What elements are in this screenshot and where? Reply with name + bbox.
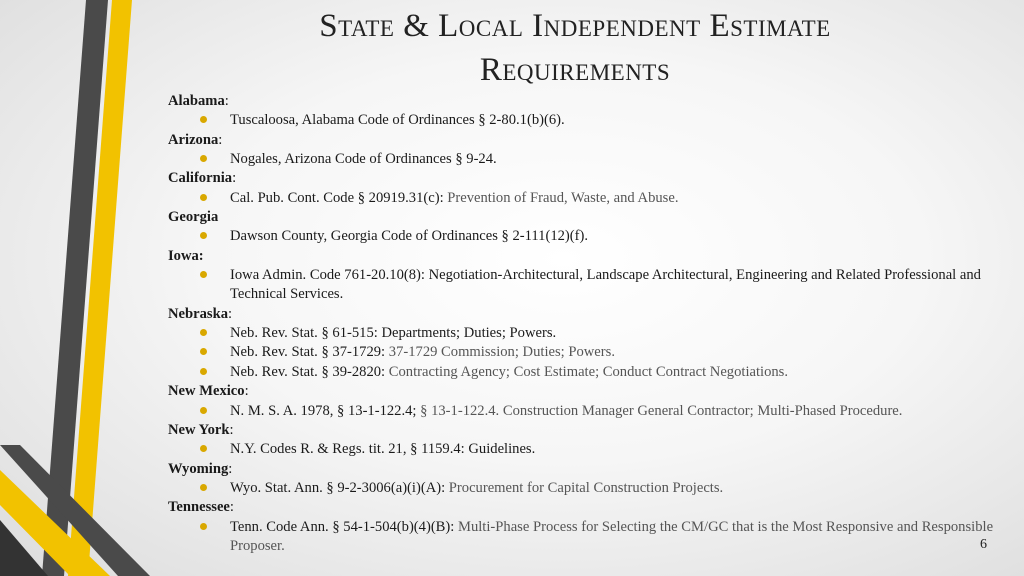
state-heading <box>168 421 998 440</box>
citation-text: Neb. Rev. Stat. § 61-515: Departments; Duties; Powers. <box>230 325 557 342</box>
citation-description: 37-1729 Commission; Duties; Powers. <box>388 344 615 361</box>
bullet-icon <box>200 232 207 239</box>
state-heading <box>168 169 998 188</box>
state-name: Arizona <box>168 131 219 148</box>
bullet-icon <box>200 271 207 278</box>
state-heading <box>168 247 998 266</box>
citation-item <box>168 440 998 459</box>
title-line-1: State & Local Independent Estimate <box>319 8 831 44</box>
state-name: Nebraska <box>168 305 228 322</box>
state-name: California <box>168 170 233 187</box>
citation-description: Prevention of Fraud, Waste, and Abuse. <box>447 189 679 206</box>
citation-item <box>168 111 998 130</box>
page-number: 6 <box>980 537 987 552</box>
citation-text: Dawson County, Georgia Code of Ordinances § 2-111(12)(f). <box>230 228 589 245</box>
bullet-icon <box>200 348 207 355</box>
state-suffix: : <box>229 421 234 438</box>
citation-description: Multi-Phase Process for Selecting the CM/GC that is the Most Responsive and Responsible Proposer. <box>230 518 994 554</box>
state-heading <box>168 460 998 479</box>
requirements-list <box>168 92 998 556</box>
bullet-icon <box>200 116 207 123</box>
state-heading <box>168 92 998 111</box>
state-name: Alabama <box>168 93 225 109</box>
citation-text: Neb. Rev. Stat. § 39-2820: <box>230 363 389 380</box>
state-heading <box>168 131 998 150</box>
state-heading <box>168 498 998 517</box>
bullet-icon <box>200 194 207 201</box>
state-name: Wyoming <box>168 460 229 477</box>
state-suffix: : <box>224 93 229 109</box>
citation-item <box>168 227 998 246</box>
citation-item <box>168 266 998 305</box>
citation-description: Procurement for Capital Construction Projects. <box>448 479 724 496</box>
bullet-icon <box>200 523 207 530</box>
bullet-icon <box>200 445 207 452</box>
citation-text: Tenn. Code Ann. § 54-1-504(b)(4)(B): <box>230 518 458 535</box>
citation-text: Tuscaloosa, Alabama Code of Ordinances § 2-80.1(b)(6). <box>230 112 565 129</box>
citation-text: Neb. Rev. Stat. § 37-1729: <box>230 344 389 361</box>
citation-description: Contracting Agency; Cost Estimate; Conduct Contract Negotiations. <box>388 363 789 380</box>
bullet-icon <box>200 407 207 414</box>
state-name: Iowa: <box>168 247 204 264</box>
citation-description: § 13-1-122.4. Construction Manager General Contractor; Multi-Phased Procedure. <box>420 402 903 419</box>
state-heading <box>168 382 998 401</box>
bullet-icon <box>200 484 207 491</box>
citation-item <box>168 518 998 557</box>
citation-item <box>168 363 998 382</box>
state-suffix: : <box>244 383 249 400</box>
state-suffix: : <box>228 460 233 477</box>
state-heading <box>168 305 998 324</box>
state-suffix: : <box>232 170 237 187</box>
state-suffix: : <box>218 131 223 148</box>
bullet-icon <box>200 329 207 336</box>
citation-text: Wyo. Stat. Ann. § 9-2-3006(a)(i)(A): <box>230 479 449 496</box>
citation-text: Iowa Admin. Code 761-20.10(8): Negotiation-Architectural, Landscape Architectural, Engineering and Related Professional and Technical Services. <box>230 267 981 303</box>
state-name: New York <box>168 421 230 438</box>
slide-title <box>175 4 975 92</box>
state-heading <box>168 208 998 227</box>
citation-item <box>168 479 998 498</box>
bullet-icon <box>200 368 207 375</box>
citation-item <box>168 343 998 362</box>
bullet-icon <box>200 155 207 162</box>
state-name: New Mexico <box>168 383 245 400</box>
citation-item <box>168 402 998 421</box>
citation-text: N. M. S. A. 1978, § 13-1-122.4; <box>230 402 421 419</box>
state-name: Georgia <box>168 209 219 226</box>
citation-text: Cal. Pub. Cont. Code § 20919.31(c): <box>230 189 448 206</box>
citation-item <box>168 189 998 208</box>
citation-text: N.Y. Codes R. & Regs. tit. 21, § 1159.4: Guidelines. <box>230 441 536 458</box>
citation-item <box>168 150 998 169</box>
state-name: Tennessee <box>168 499 230 516</box>
state-suffix: : <box>229 499 234 516</box>
citation-item <box>168 324 998 343</box>
citation-text: Nogales, Arizona Code of Ordinances § 9-24. <box>230 151 497 168</box>
state-suffix: : <box>228 305 233 322</box>
title-line-2: Requirements <box>479 52 671 88</box>
